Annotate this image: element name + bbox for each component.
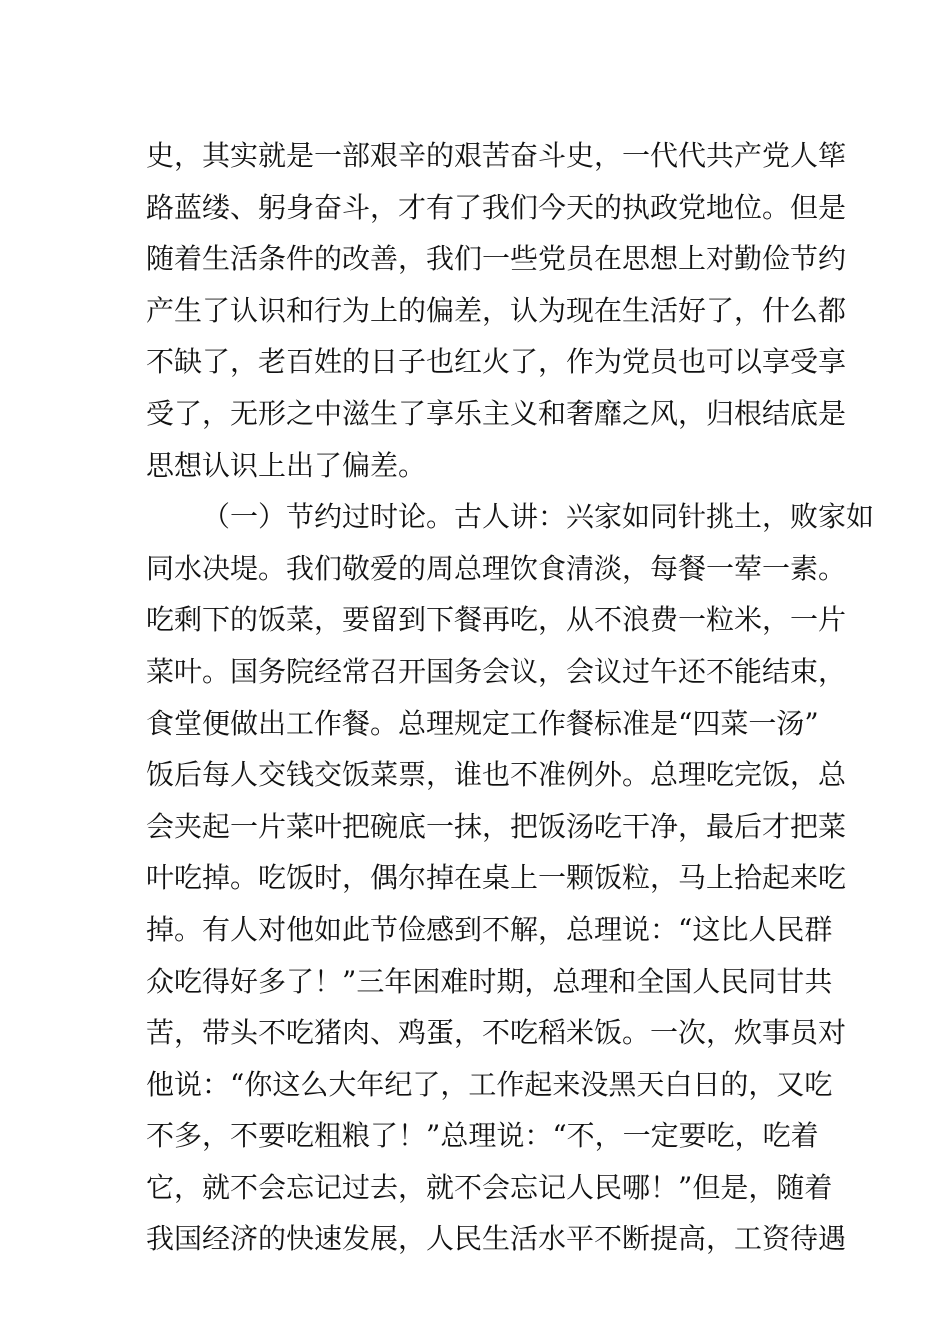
text-line: 掉。有人对他如此节俭感到不解，总理说：“这比人民群	[146, 912, 833, 946]
text-line: 叶吃掉。吃饭时，偶尔掉在桌上一颗饭粒，马上拾起来吃	[146, 861, 847, 895]
text-line: 史，其实就是一部艰辛的艰苦奋斗史，一代代共产党人筚	[146, 139, 847, 172]
text-line: 不缺了，老百姓的日子也红火了，作为党员也可以享受享	[146, 345, 847, 379]
text-line: 众吃得好多了！”三年困难时期，总理和全国人民同甘共	[146, 964, 833, 998]
section-heading-line: （一）节约过时论。古人讲：兴家如同针挑土，败家如	[202, 500, 875, 534]
text-line: 我国经济的快速发展，人民生活水平不断提高，工资待遇	[146, 1222, 847, 1256]
text-line: 产生了认识和行为上的偏差，认为现在生活好了，什么都	[146, 293, 847, 327]
text-line: 苦，带头不吃猪肉、鸡蛋，不吃稻米饭。一次，炊事员对	[146, 1016, 847, 1050]
text-line: 思想认识上出了偏差。	[146, 448, 427, 482]
text-line: 受了，无形之中滋生了享乐主义和奢靡之风，归根结底是	[146, 396, 847, 430]
text-line: 菜叶。国务院经常召开国务会议，会议过午还不能结束，	[146, 654, 847, 688]
text-line: 吃剩下的饭菜，要留到下餐再吃，从不浪费一粒米，一片	[146, 603, 847, 637]
text-line: 会夹起一片菜叶把碗底一抹，把饭汤吃干净，最后才把菜	[146, 809, 847, 843]
text-line: 路蓝缕、躬身奋斗，才有了我们今天的执政党地位。但是	[146, 190, 847, 224]
text-line: 食堂便做出工作餐。总理规定工作餐标准是“四菜一汤”	[146, 706, 819, 740]
body-text	[146, 130, 875, 1265]
text-line: 他说：“你这么大年纪了，工作起来没黑天白日的，又吃	[146, 1067, 833, 1101]
text-line: 它，就不会忘记过去，就不会忘记人民哪！”但是，随着	[146, 1170, 833, 1204]
text-line: 随着生活条件的改善，我们一些党员在思想上对勤俭节约	[146, 242, 847, 276]
text-line: 饭后每人交钱交饭菜票，谁也不准例外。总理吃完饭，总	[146, 758, 847, 792]
text-line: 不多，不要吃粗粮了！”总理说：“不，一定要吃，吃着	[146, 1119, 819, 1153]
text-line: 同水决堤。我们敬爱的周总理饮食清淡，每餐一荤一素。	[146, 551, 847, 585]
